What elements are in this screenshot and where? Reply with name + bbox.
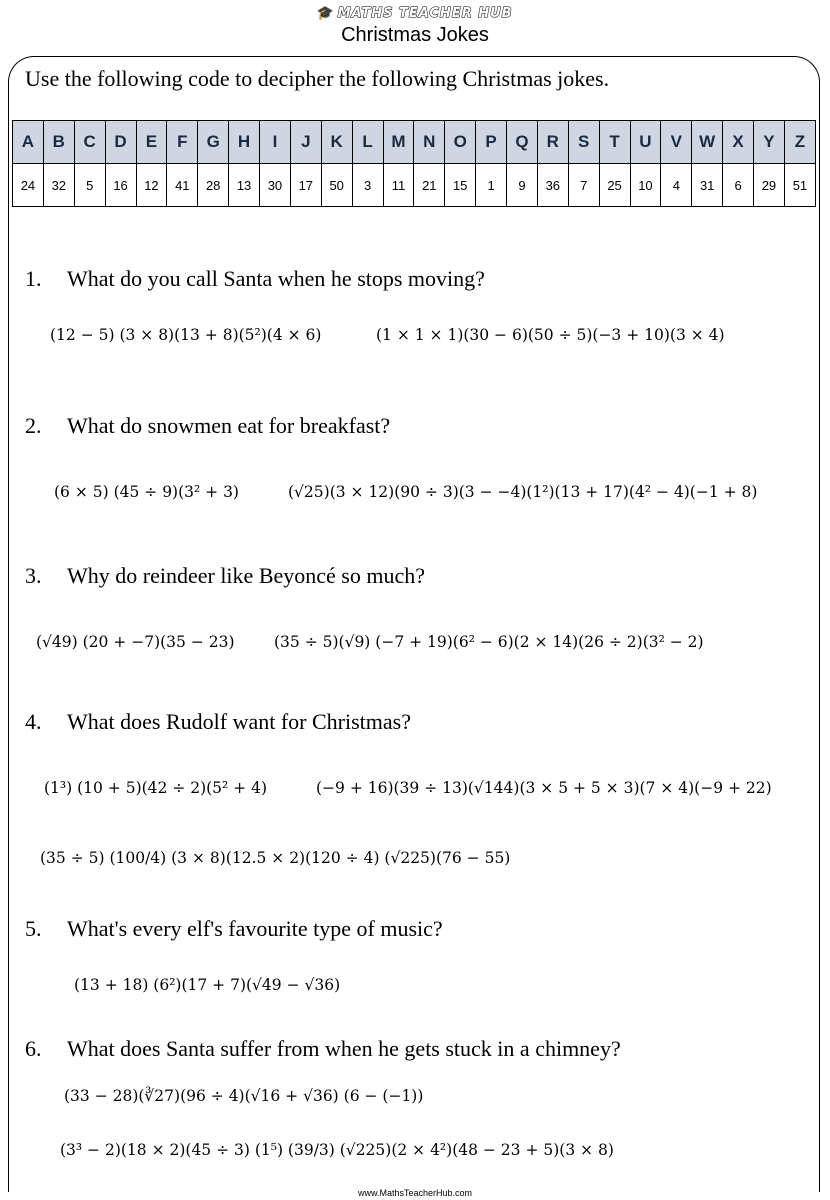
expression: (√49) (20 + −7)(35 − 23) (36, 633, 235, 651)
question-number: 2. (25, 413, 42, 438)
expression: (−9 + 16)(39 ÷ 13)(√144)(3 × 5 + 5 × 3)(7 × 4)(−9 + 22) (316, 779, 772, 797)
question-5 (25, 916, 443, 942)
cipher-number: 16 (105, 164, 136, 207)
cipher-number: 6 (723, 164, 754, 207)
question-number: 4. (25, 709, 42, 734)
cipher-letter: U (630, 121, 661, 164)
expression: (6 × 5) (45 ÷ 9)(3² + 3) (54, 483, 239, 501)
cipher-number: 30 (260, 164, 291, 207)
cipher-number: 7 (568, 164, 599, 207)
brand-name: MATHS TEACHER HUB (337, 6, 513, 21)
cipher-number: 31 (692, 164, 723, 207)
cipher-number: 3 (352, 164, 383, 207)
question-number: 3. (25, 563, 42, 588)
cipher-letter: E (136, 121, 167, 164)
question-3 (25, 563, 425, 589)
cipher-number: 1 (476, 164, 507, 207)
cipher-number: 15 (445, 164, 476, 207)
question-4 (25, 709, 411, 735)
question-2 (25, 413, 390, 439)
cipher-letter: D (105, 121, 136, 164)
question-text: Why do reindeer like Beyoncé so much? (67, 563, 425, 588)
expression: (12 − 5) (3 × 8)(13 + 8)(5²)(4 × 6) (50, 326, 322, 344)
expression: (√25)(3 × 12)(90 ÷ 3)(3 − −4)(1²)(13 + 17)(4² − 4)(−1 + 8) (288, 483, 758, 501)
cipher-number: 11 (383, 164, 414, 207)
cipher-letter: Q (507, 121, 538, 164)
cipher-number: 5 (74, 164, 105, 207)
question-6 (25, 1036, 621, 1062)
cipher-letter: G (198, 121, 229, 164)
cipher-letter: W (692, 121, 723, 164)
cipher-letter: N (414, 121, 445, 164)
cipher-letters-row (13, 121, 816, 164)
cipher-letter: J (290, 121, 321, 164)
cipher-number: 9 (507, 164, 538, 207)
cipher-letter: K (321, 121, 352, 164)
graduation-cap-icon: 🎓 (317, 6, 335, 21)
cipher-table (12, 120, 816, 207)
question-1 (25, 266, 485, 292)
cipher-number: 4 (661, 164, 692, 207)
question-number: 5. (25, 916, 42, 941)
cipher-number: 24 (13, 164, 44, 207)
cipher-letter: A (13, 121, 44, 164)
cipher-letter: P (476, 121, 507, 164)
question-text: What does Rudolf want for Christmas? (67, 709, 411, 734)
cipher-number: 32 (43, 164, 74, 207)
cipher-letter: L (352, 121, 383, 164)
footer-url: www.MathsTeacherHub.com (357, 1188, 473, 1198)
cipher-letter: O (445, 121, 476, 164)
expression: (35 ÷ 5) (100/4) (3 × 8)(12.5 × 2)(120 ÷ 4) (√225)(76 − 55) (40, 849, 511, 867)
question-text: What's every elf's favourite type of music? (67, 916, 443, 941)
worksheet-frame (8, 56, 820, 1192)
cipher-letter: B (43, 121, 74, 164)
cipher-number: 13 (229, 164, 260, 207)
cipher-number: 41 (167, 164, 198, 207)
expression: (1³) (10 + 5)(42 ÷ 2)(5² + 4) (44, 779, 268, 797)
cipher-letter: Y (754, 121, 785, 164)
expression: (33 − 28)(∛27)(96 ÷ 4)(√16 + √36) (6 − (−1)) (64, 1087, 424, 1105)
cipher-letter: X (723, 121, 754, 164)
expression: (3³ − 2)(18 × 2)(45 ÷ 3) (1⁵) (39/3) (√225)(2 × 4²)(48 − 23 + 5)(3 × 8) (60, 1141, 614, 1159)
expression: (13 + 18) (6²)(17 + 7)(√49 − √36) (74, 976, 341, 994)
question-text: What do you call Santa when he stops moving? (67, 266, 485, 291)
question-number: 6. (25, 1036, 42, 1061)
cipher-letter: C (74, 121, 105, 164)
expression: (1 × 1 × 1)(30 − 6)(50 ÷ 5)(−3 + 10)(3 × 4) (376, 326, 725, 344)
cipher-number: 17 (290, 164, 321, 207)
question-text: What does Santa suffer from when he gets stuck in a chimney? (67, 1036, 621, 1061)
page-title: Christmas Jokes (341, 24, 489, 46)
instructions: Use the following code to decipher the following Christmas jokes. (25, 66, 610, 91)
cipher-number: 21 (414, 164, 445, 207)
cipher-number: 28 (198, 164, 229, 207)
cipher-letter: I (260, 121, 291, 164)
cipher-letter: R (537, 121, 568, 164)
question-text: What do snowmen eat for breakfast? (67, 413, 391, 438)
cipher-number: 29 (754, 164, 785, 207)
cipher-letter: H (229, 121, 260, 164)
cipher-number: 12 (136, 164, 167, 207)
cipher-number: 25 (599, 164, 630, 207)
cipher-number: 10 (630, 164, 661, 207)
cipher-letter: V (661, 121, 692, 164)
cipher-number: 36 (537, 164, 568, 207)
cipher-numbers-row (13, 164, 816, 207)
brand-logo (0, 6, 830, 21)
expression: (35 ÷ 5)(√9) (−7 + 19)(6² − 6)(2 × 14)(26 ÷ 2)(3² − 2) (274, 633, 704, 651)
cipher-letter: S (568, 121, 599, 164)
cipher-letter: M (383, 121, 414, 164)
cipher-letter: Z (784, 121, 815, 164)
question-number: 1. (25, 266, 42, 291)
cipher-number: 51 (784, 164, 815, 207)
cipher-letter: F (167, 121, 198, 164)
cipher-number: 50 (321, 164, 352, 207)
cipher-letter: T (599, 121, 630, 164)
